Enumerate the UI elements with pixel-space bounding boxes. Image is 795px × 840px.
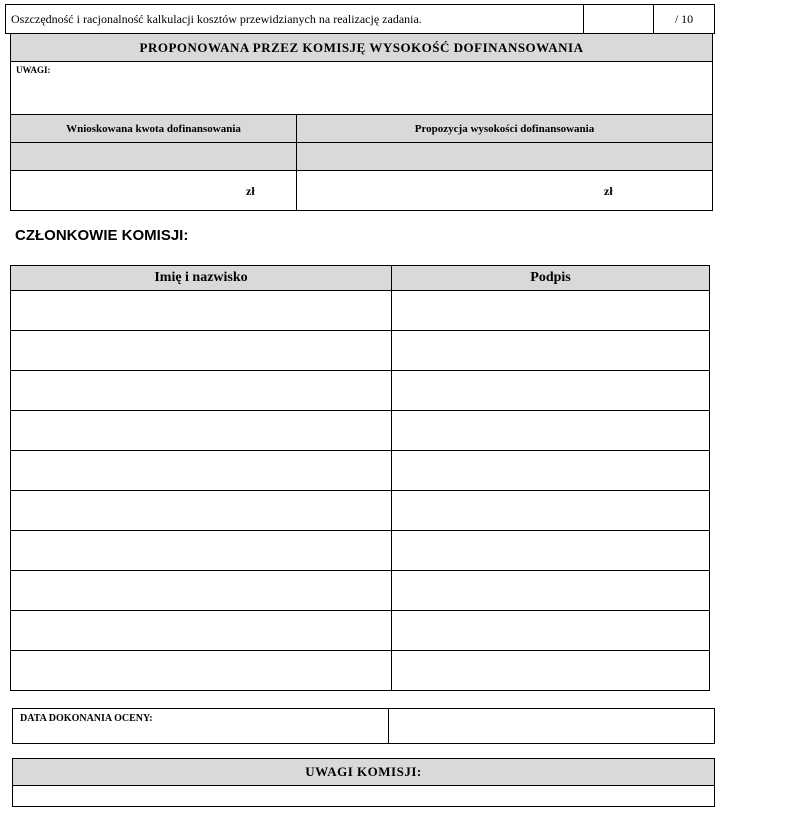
member-signature-cell[interactable]	[392, 451, 710, 491]
member-row	[11, 291, 710, 331]
member-row	[11, 611, 710, 651]
member-row	[11, 651, 710, 691]
commission-remarks-field[interactable]	[12, 785, 715, 807]
member-signature-cell[interactable]	[392, 411, 710, 451]
member-signature-cell[interactable]	[392, 491, 710, 531]
member-name-cell[interactable]	[11, 491, 392, 531]
member-name-cell[interactable]	[11, 331, 392, 371]
member-row	[11, 371, 710, 411]
member-name-cell[interactable]	[11, 611, 392, 651]
member-signature-cell[interactable]	[392, 611, 710, 651]
proposed-amount-header: Propozycja wysokości dofinansowania	[296, 114, 713, 143]
member-signature-cell[interactable]	[392, 291, 710, 331]
commission-remarks-header: UWAGI KOMISJI:	[12, 758, 715, 786]
member-row	[11, 331, 710, 371]
criterion-max-points: / 10	[653, 4, 715, 34]
requested-currency-label: zł	[246, 184, 255, 198]
members-table	[10, 265, 710, 691]
member-signature-cell[interactable]	[392, 531, 710, 571]
proposed-funding-header: PROPONOWANA PRZEZ KOMISJĘ WYSOKOŚĆ DOFINANSOWANIA	[10, 34, 713, 62]
member-name-cell[interactable]	[11, 651, 392, 691]
member-row	[11, 571, 710, 611]
members-header-row	[11, 266, 710, 291]
member-name-cell[interactable]	[11, 411, 392, 451]
member-name-cell[interactable]	[11, 371, 392, 411]
member-row	[11, 451, 710, 491]
name-column-header: Imię i nazwisko	[11, 266, 392, 291]
member-signature-cell[interactable]	[392, 371, 710, 411]
criterion-score-field[interactable]	[583, 4, 654, 34]
requested-amount-gray-row	[10, 142, 297, 171]
member-row	[11, 411, 710, 451]
remarks-label: UWAGI:	[16, 65, 51, 75]
proposed-amount-gray-row	[296, 142, 713, 171]
member-name-cell[interactable]	[11, 531, 392, 571]
assessment-date-label: DATA DOKONANIA OCENY:	[12, 708, 389, 744]
member-name-cell[interactable]	[11, 451, 392, 491]
requested-amount-field[interactable]	[10, 170, 297, 211]
member-name-cell[interactable]	[11, 291, 392, 331]
proposed-currency-label: zł	[604, 184, 613, 198]
assessment-date-field[interactable]	[388, 708, 715, 744]
member-name-cell[interactable]	[11, 571, 392, 611]
requested-amount-header: Wnioskowana kwota dofinansowania	[10, 114, 297, 143]
signature-column-header: Podpis	[392, 266, 710, 291]
criterion-text: Oszczędność i racjonalność kalkulacji kosztów przewidzianych na realizację zadania.	[5, 4, 584, 34]
member-signature-cell[interactable]	[392, 571, 710, 611]
member-signature-cell[interactable]	[392, 651, 710, 691]
members-title: CZŁONKOWIE KOMISJI:	[15, 227, 189, 244]
proposed-amount-field[interactable]	[296, 170, 713, 211]
member-row	[11, 491, 710, 531]
member-row	[11, 531, 710, 571]
member-signature-cell[interactable]	[392, 331, 710, 371]
remarks-field[interactable]	[10, 61, 713, 115]
